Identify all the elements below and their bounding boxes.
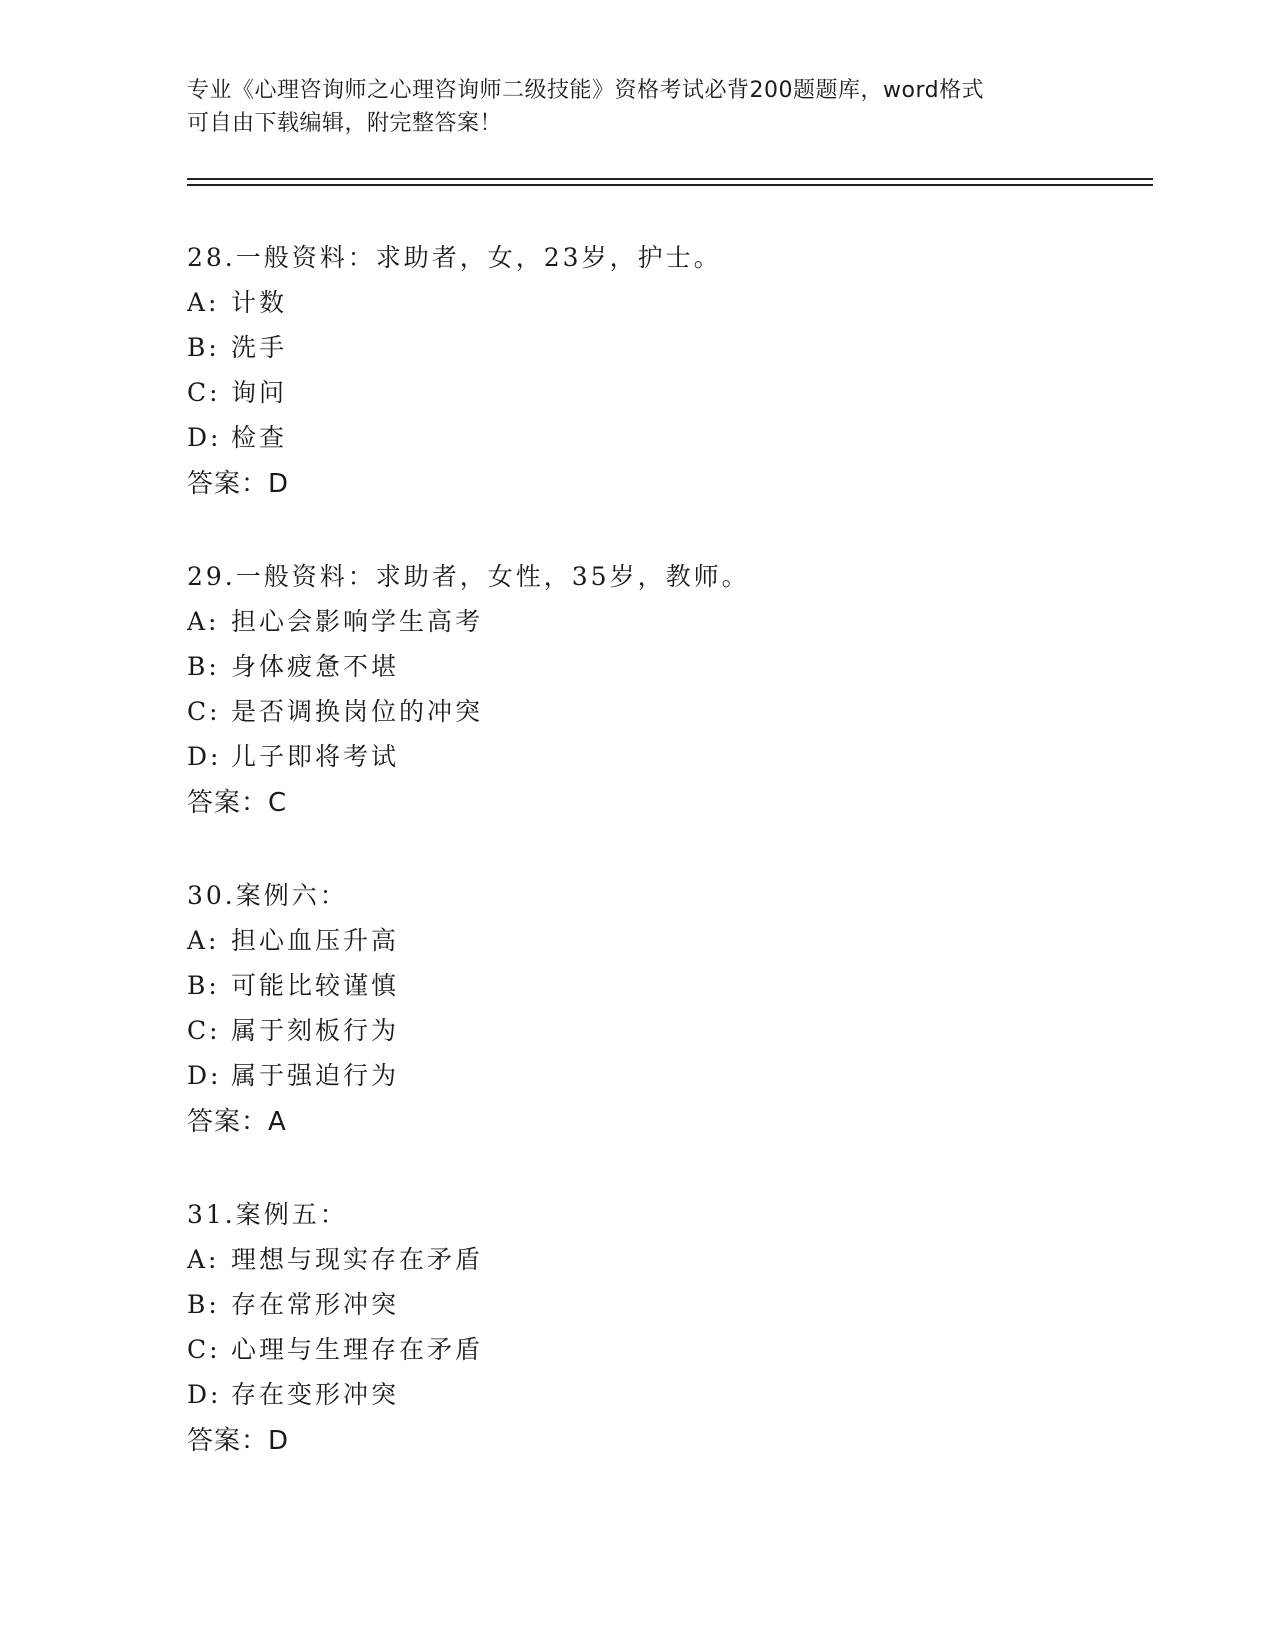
option-key: D: bbox=[187, 423, 222, 452]
option-key: C: bbox=[187, 378, 221, 407]
option-b bbox=[187, 1285, 399, 1321]
option-text: 儿子即将考试 bbox=[231, 742, 400, 771]
option-text: 可能比较谨慎 bbox=[231, 971, 400, 1000]
option-text: 计数 bbox=[231, 288, 288, 317]
option-key: C: bbox=[187, 1335, 221, 1364]
option-d bbox=[187, 1056, 399, 1092]
option-text: 身体疲惫不堪 bbox=[231, 652, 400, 681]
answer-line: 答案：A bbox=[187, 1107, 287, 1137]
option-key: D: bbox=[187, 1380, 222, 1409]
option-d bbox=[187, 1375, 399, 1411]
option-key: A: bbox=[187, 607, 220, 636]
option-key: B: bbox=[187, 971, 220, 1000]
option-key: B: bbox=[187, 652, 220, 681]
option-a bbox=[187, 921, 399, 957]
option-text: 担心会影响学生高考 bbox=[231, 607, 484, 636]
option-key: A: bbox=[187, 1245, 220, 1274]
option-text: 存在常形冲突 bbox=[231, 1290, 400, 1319]
option-a bbox=[187, 1240, 483, 1276]
option-c bbox=[187, 1330, 483, 1366]
option-d bbox=[187, 418, 287, 454]
answer-line: 答案：C bbox=[187, 788, 288, 818]
option-b bbox=[187, 328, 287, 364]
option-text: 属于刻板行为 bbox=[231, 1016, 400, 1045]
document-header bbox=[187, 74, 1087, 140]
option-text: 洗手 bbox=[231, 333, 288, 362]
option-text: 理想与现实存在矛盾 bbox=[231, 1245, 484, 1274]
header-divider-top bbox=[187, 178, 1153, 180]
question-stem: 29.一般资料：求助者，女性，35岁，教师。 bbox=[187, 562, 750, 591]
option-a bbox=[187, 602, 483, 638]
answer-line: 答案：D bbox=[187, 469, 290, 499]
option-text: 检查 bbox=[231, 423, 288, 452]
header-title-line-1: 专业《心理咨询师之心理咨询师二级技能》资格考试必背200题题库，word格式 bbox=[187, 78, 985, 103]
question-stem: 30.案例六： bbox=[187, 881, 348, 910]
option-d bbox=[187, 737, 399, 773]
option-b bbox=[187, 966, 399, 1002]
option-c bbox=[187, 692, 483, 728]
answer-line: 答案：D bbox=[187, 1426, 290, 1456]
option-c bbox=[187, 1011, 399, 1047]
option-c bbox=[187, 373, 287, 409]
option-key: C: bbox=[187, 697, 221, 726]
option-key: B: bbox=[187, 333, 220, 362]
question-stem: 31.案例五： bbox=[187, 1200, 348, 1229]
option-a bbox=[187, 283, 287, 319]
option-b bbox=[187, 647, 399, 683]
option-key: D: bbox=[187, 742, 222, 771]
option-text: 询问 bbox=[231, 378, 288, 407]
header-divider-bottom bbox=[187, 184, 1153, 186]
option-key: A: bbox=[187, 288, 220, 317]
option-text: 担心血压升高 bbox=[231, 926, 400, 955]
option-key: C: bbox=[187, 1016, 221, 1045]
option-text: 属于强迫行为 bbox=[231, 1061, 400, 1090]
option-key: D: bbox=[187, 1061, 222, 1090]
header-title-line-2: 可自由下载编辑，附完整答案！ bbox=[187, 111, 503, 136]
option-text: 存在变形冲突 bbox=[231, 1380, 400, 1409]
question-stem: 28.一般资料：求助者，女，23岁，护士。 bbox=[187, 243, 722, 272]
option-text: 是否调换岗位的冲突 bbox=[231, 697, 484, 726]
option-text: 心理与生理存在矛盾 bbox=[231, 1335, 484, 1364]
option-key: B: bbox=[187, 1290, 220, 1319]
option-key: A: bbox=[187, 926, 220, 955]
